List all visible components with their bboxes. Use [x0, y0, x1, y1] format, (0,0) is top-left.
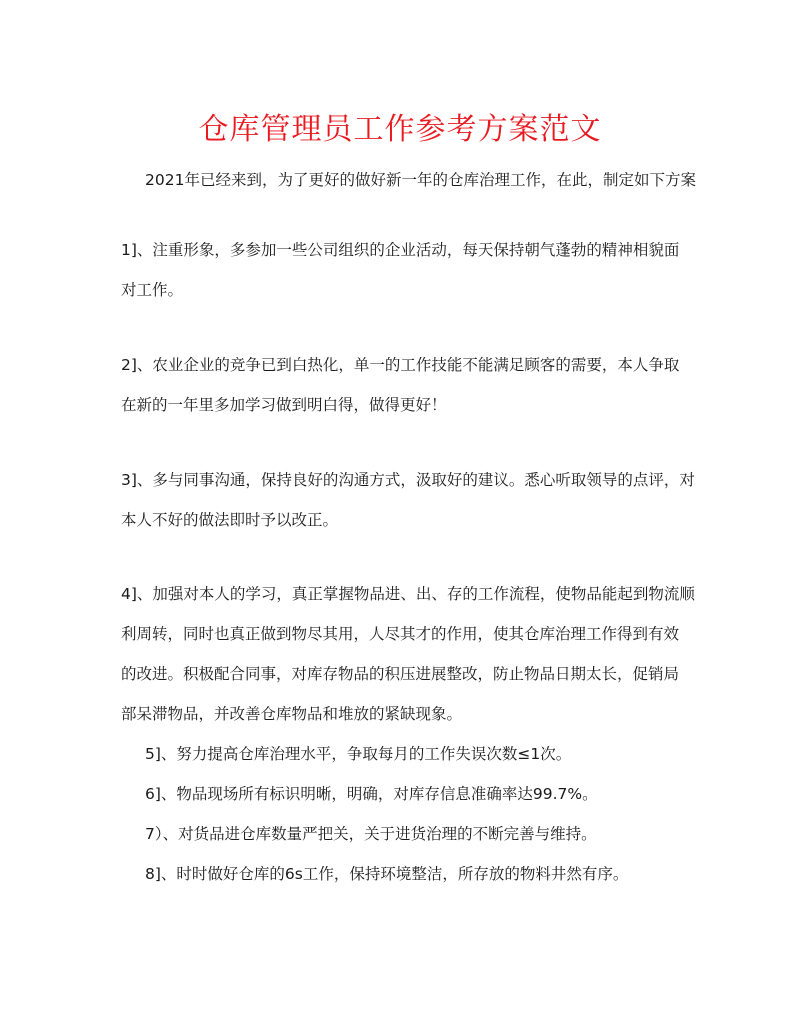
list-item-line: 1]、注重形象，多参加一些公司组织的企业活动，每天保持朝气蓬勃的精神相貌面: [121, 241, 680, 259]
list-item-3: [121, 460, 695, 540]
list-item-line: 利周转，同时也真正做到物尽其用，人尽其才的作用，使其仓库治理工作得到有效: [121, 625, 680, 643]
list-item-line: 对工作。: [121, 281, 184, 299]
intro-paragraph: [145, 160, 705, 200]
list-item-8: [145, 854, 705, 894]
page-title: 仓库管理员工作参考方案范文: [198, 112, 602, 147]
list-item-6: [145, 774, 705, 814]
list-item-line: 7）、对货品进仓库数量严把关，关于进货治理的不断完善与维持。: [145, 825, 597, 843]
list-item-line: 的改进。积极配合同事，对库存物品的积压进展整改，防止物品日期太长，促销局: [121, 665, 680, 683]
list-item-line: 3]、多与同事沟通，保持良好的沟通方式，汲取好的建议。悉心听取领导的点评，对: [121, 471, 695, 489]
intro-line: 2021年已经来到，为了更好的做好新一年的仓库治理工作，在此，制定如下方案: [145, 171, 696, 189]
list-item-2: [121, 345, 681, 425]
list-item-line: 5]、努力提高仓库治理水平，争取每月的工作失误次数≤1次。: [145, 745, 572, 763]
list-item-line: 2]、农业企业的竞争已到白热化，单一的工作技能不能满足顾客的需要，本人争取: [121, 356, 680, 374]
list-item-line: 本人不好的做法即时予以改正。: [121, 511, 339, 529]
list-item-7: [145, 814, 705, 854]
list-item-line: 4]、加强对本人的学习，真正掌握物品进、出、存的工作流程，使物品能起到物流顺: [121, 585, 695, 603]
list-item-line: 6]、物品现场所有标识明晰，明确，对库存信息准确率达99.7%。: [145, 785, 598, 803]
list-item-line: 8]、时时做好仓库的6s工作，保持环境整洁，所存放的物料井然有序。: [145, 865, 629, 883]
list-item-line: 在新的一年里多加学习做到明白得，做得更好！: [121, 396, 447, 414]
list-item-1: [121, 230, 681, 310]
list-item-line: 部呆滞物品，并改善仓库物品和堆放的紧缺现象。: [121, 705, 463, 723]
list-item-4: [121, 574, 695, 734]
list-item-5: [145, 734, 705, 774]
